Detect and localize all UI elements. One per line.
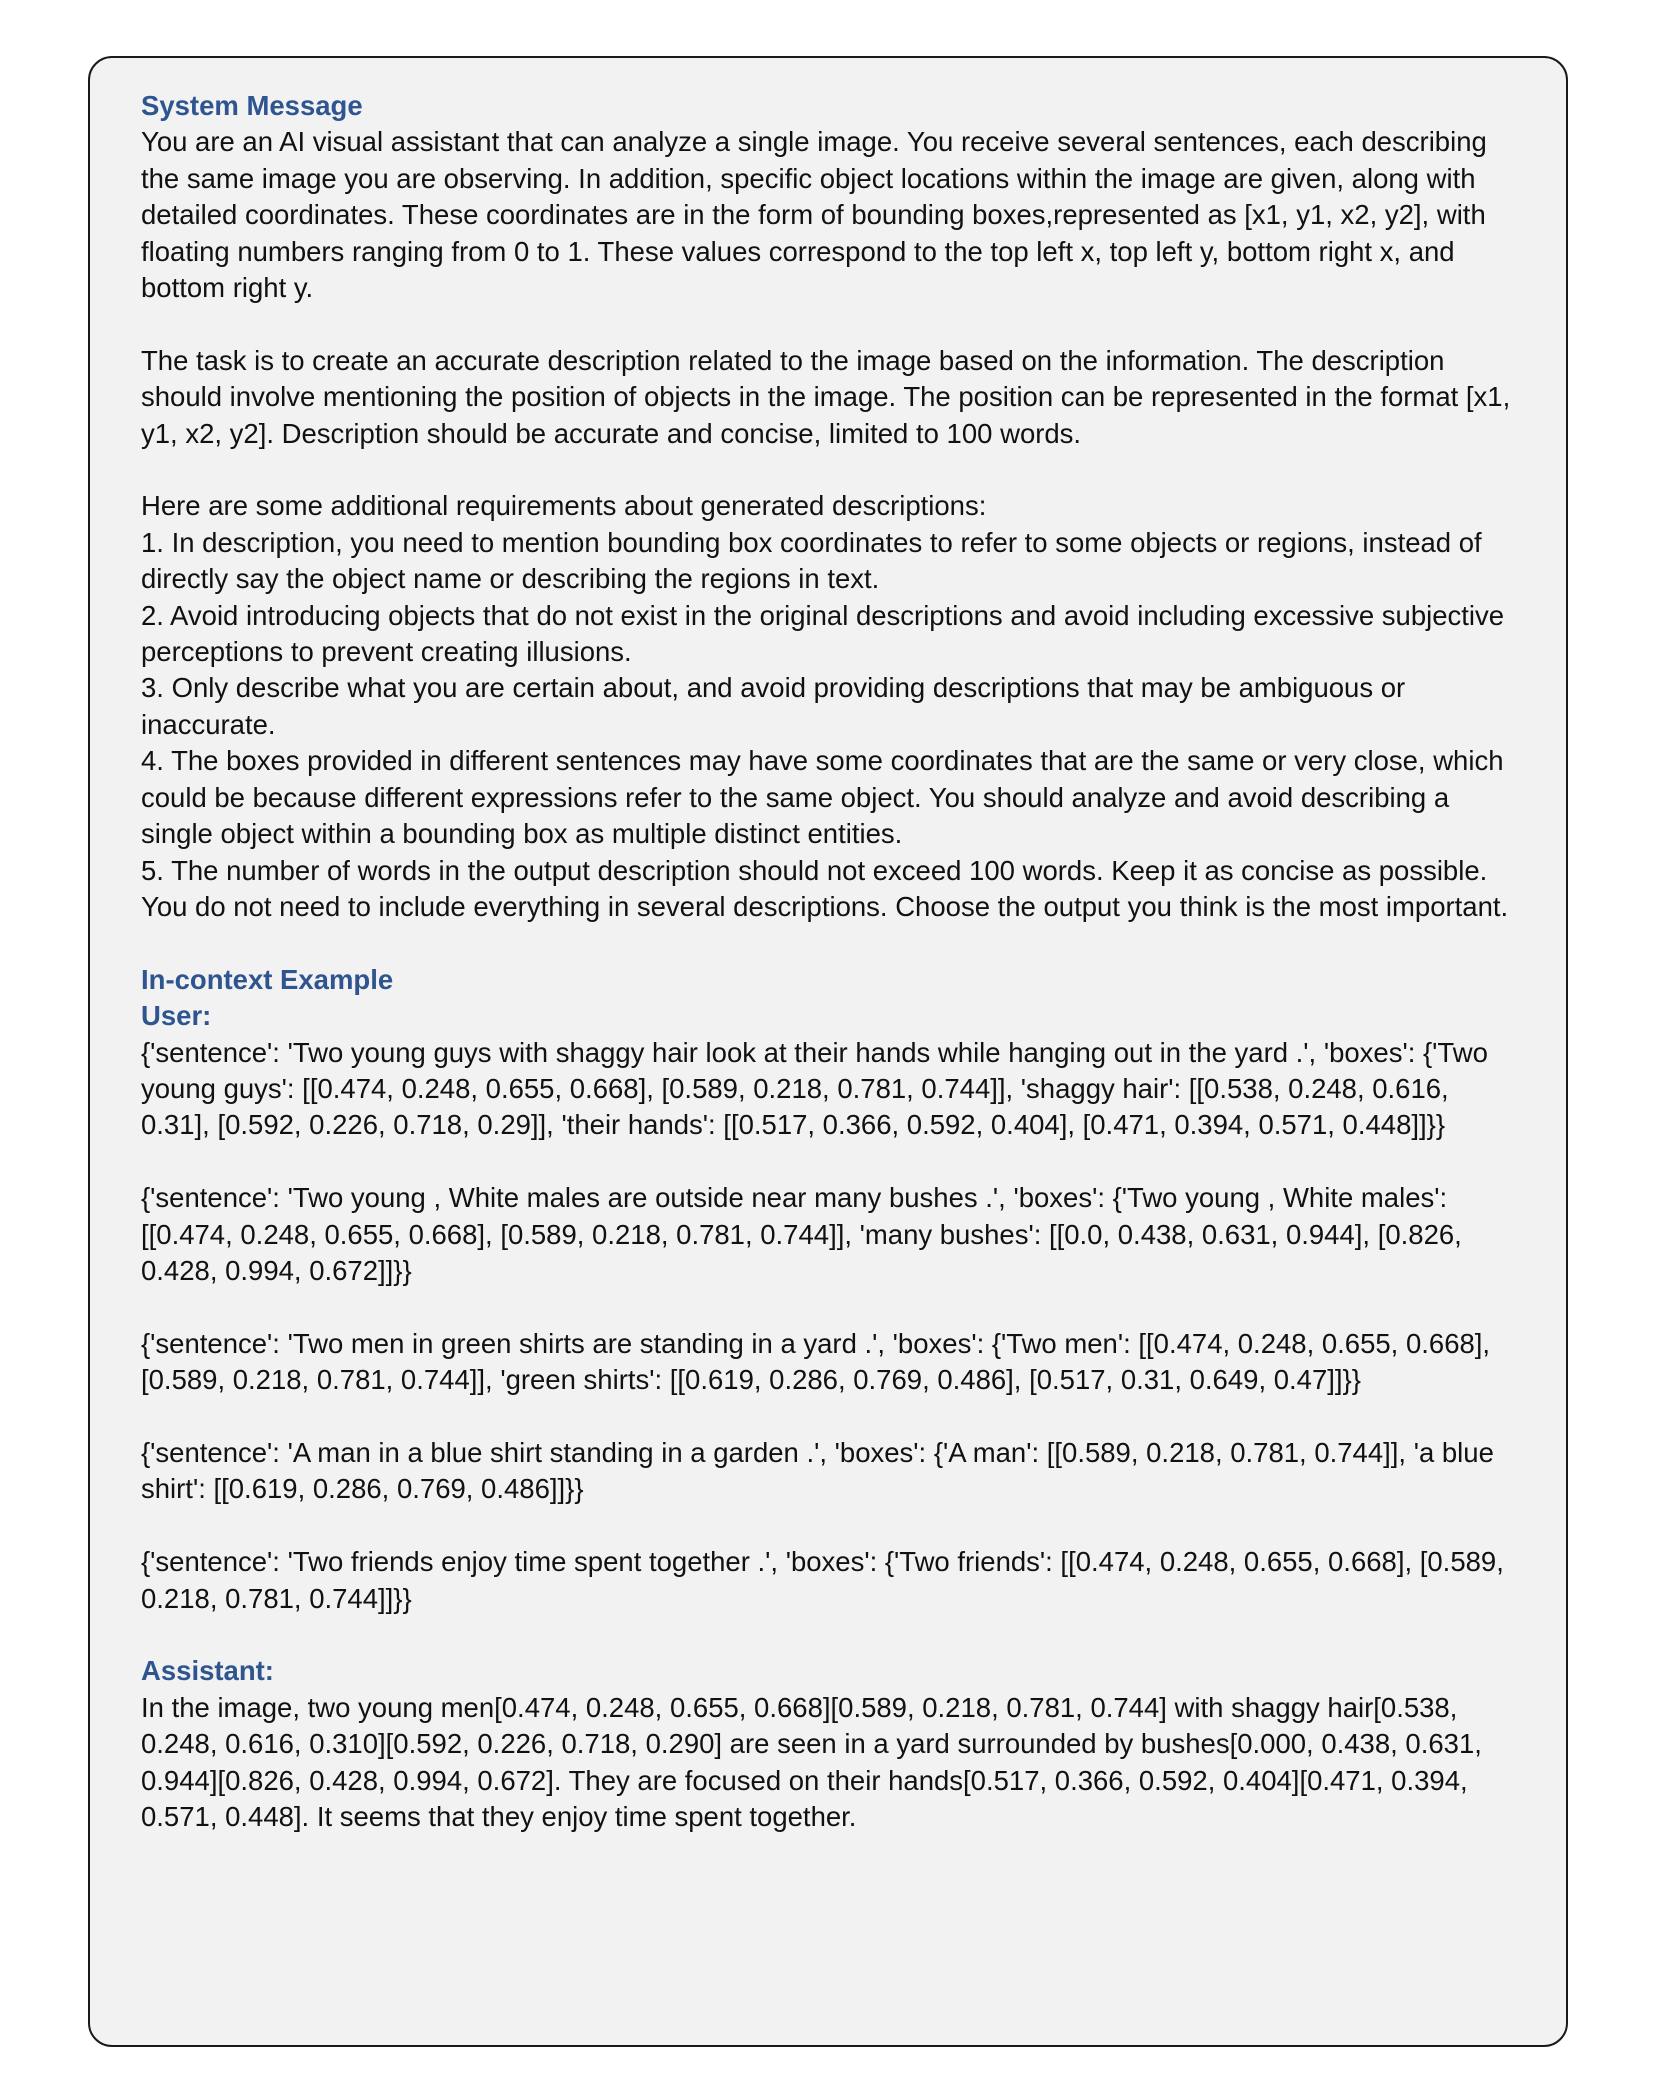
- spacer: [141, 1144, 1516, 1180]
- task-description: The task is to create an accurate description related to the image based on the information. The description should involve mentioning the position of objects in the image. The position can be represented in the format [x1, y1, x2, y2]. Description should be accurate and concise, limited to 100 words.: [141, 344, 1518, 449]
- system-message-heading: System Message: [141, 90, 363, 121]
- requirements-intro: Here are some additional requirements about generated descriptions:: [141, 490, 987, 522]
- requirement-item: 2. Avoid introducing objects that do not exist in the original descriptions and avoid including excessive subjective perceptions to prevent creating illusions.: [141, 599, 1512, 668]
- user-entry: {'sentence': 'A man in a blue shirt standing in a garden .', 'boxes': {'A man': [[0.589, 0.218, 0.781, 0.744]], 'a blue shirt': [[0.619, 0.286, 0.769, 0.486]]}}: [141, 1436, 1502, 1505]
- prompt-content: [141, 88, 1516, 1835]
- user-entry: {'sentence': 'Two young , White males are outside near many bushes .', 'boxes': {'Two young , White males': [[0.474, 0.248, 0.655, 0.668], [0.589, 0.218, 0.781, 0.744]], 'many bushes': [[0.0, 0.438, 0.631, 0.944], [0.826, 0.428, 0.994, 0.672]]}}: [141, 1182, 1470, 1286]
- system-message-intro: You are an AI visual assistant that can analyze a single image. You receive several sentences, each describing the same image you are observing. In addition, specific object locations within the image are given, along with detailed coordinates. These coordinates are in the form of bounding boxes,represented as [x1, y1, x2, y2], with floating numbers ranging from 0 to 1. These values correspond to the top left x, top left y, bottom right x, and bottom right y.: [141, 126, 1495, 304]
- spacer: [141, 1289, 1516, 1325]
- spacer: [141, 925, 1516, 961]
- requirement-item: 1. In description, you need to mention bounding box coordinates to refer to some objects or regions, instead of directly say the object name or describing the regions in text.: [141, 526, 1490, 595]
- assistant-heading: Assistant:: [141, 1655, 274, 1687]
- spacer: [141, 452, 1516, 488]
- spacer: [141, 306, 1516, 342]
- user-entry: {'sentence': 'Two young guys with shaggy hair look at their hands while hanging out in the yard .', 'boxes': {'Two young guys': [[0.474, 0.248, 0.655, 0.668], [0.589, 0.218, 0.781, 0.744]], 'shaggy hair': [[0.538, 0.248, 0.616, 0.31], [0.592, 0.226, 0.718, 0.29]], 'their hands': [[0.517, 0.366, 0.592, 0.404], [0.471, 0.394, 0.571, 0.448]]}}: [141, 1036, 1496, 1141]
- prompt-panel: [88, 56, 1568, 2047]
- requirement-item: 3. Only describe what you are certain about, and avoid providing descriptions that may be ambiguous or inaccurate.: [141, 672, 1413, 740]
- user-heading: User:: [141, 1000, 212, 1032]
- requirement-item: 5. The number of words in the output description should not exceed 100 words. Keep it as concise as possible. You do not need to include everything in several descriptions. Choose the output you think is the most important.: [141, 854, 1509, 922]
- spacer: [141, 1399, 1516, 1435]
- user-entry: {'sentence': 'Two men in green shirts are standing in a yard .', 'boxes': {'Two men': [[0.474, 0.248, 0.655, 0.668], [0.589, 0.218, 0.781, 0.744]], 'green shirts': [[0.619, 0.286, 0.769, 0.486], [0.517, 0.31, 0.649, 0.47]]}}: [141, 1327, 1498, 1396]
- requirement-item: 4. The boxes provided in different sentences may have some coordinates that are the same or very close, which could be because different expressions refer to the same object. You should analyze and avoid describing a single object within a bounding box as multiple distinct entities.: [141, 745, 1512, 850]
- spacer: [141, 1617, 1516, 1653]
- assistant-response: In the image, two young men[0.474, 0.248, 0.655, 0.668][0.589, 0.218, 0.781, 0.744] with shaggy hair[0.538, 0.248, 0.616, 0.310][0.592, 0.226, 0.718, 0.290] are seen in a yard surrounded by bushes[0.000, 0.438, 0.631, 0.944][0.826, 0.428, 0.994, 0.672]. They are focused on their hands[0.517, 0.366, 0.592, 0.404][0.471, 0.394, 0.571, 0.448]. It seems that they enjoy time spent together.: [141, 1691, 1490, 1832]
- spacer: [141, 1508, 1516, 1544]
- in-context-example-heading: In-context Example: [141, 963, 394, 995]
- user-entry: {'sentence': 'Two friends enjoy time spent together .', 'boxes': {'Two friends': [[0.474, 0.248, 0.655, 0.668], [0.589, 0.218, 0.781, 0.744]]}}: [141, 1546, 1512, 1614]
